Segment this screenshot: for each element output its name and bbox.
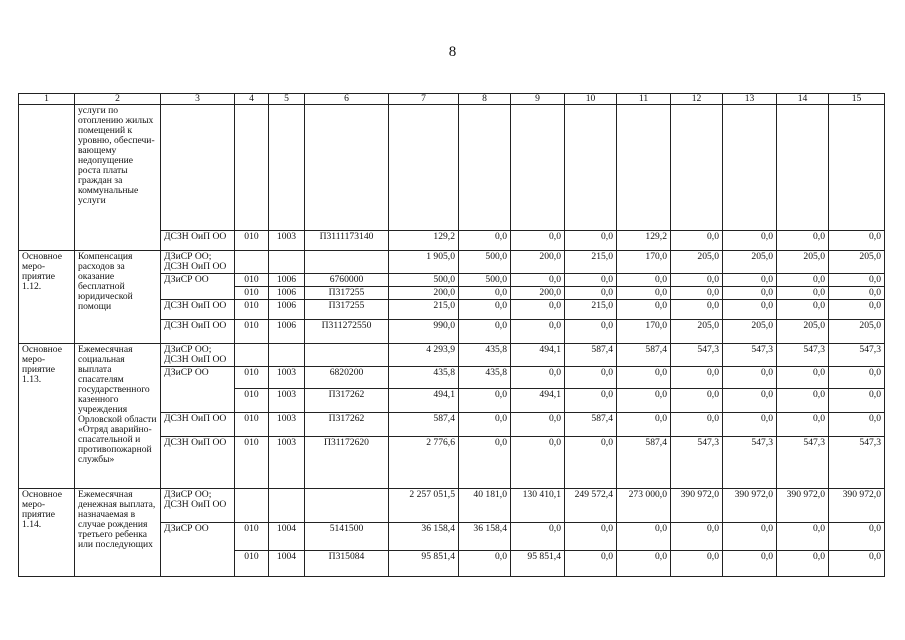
table-cell: 010	[235, 412, 269, 436]
table-cell: услуги по отоплению жилых помещений к уровню, обеспечи-вающему недопущение роста платы граждан за коммунальные услуги	[75, 105, 161, 251]
table-cell	[19, 105, 75, 251]
table-cell: 435,8	[389, 366, 459, 388]
table-cell: 547,3	[777, 436, 829, 488]
table-cell: 1006	[269, 286, 305, 299]
table-cell: 547,3	[829, 343, 885, 366]
table-cell: 0,0	[617, 286, 671, 299]
table-cell: 0,0	[617, 550, 671, 576]
table-cell: Ежемесячная социальная выплата спасателям государственного казенного учреждения Орловской области «Отряд аварийно-спасательной и противопожарной службы»	[75, 343, 161, 488]
column-number-cell: 4	[235, 94, 269, 105]
table-cell: 0,0	[617, 522, 671, 550]
table-cell: 010	[235, 286, 269, 299]
table-cell: 1004	[269, 522, 305, 550]
table-cell: 587,4	[389, 412, 459, 436]
table-cell: 0,0	[671, 388, 723, 412]
table-cell: 205,0	[671, 319, 723, 343]
table-cell: 0,0	[459, 550, 511, 576]
table-cell: 500,0	[389, 273, 459, 286]
column-number-cell: 8	[459, 94, 511, 105]
table-cell	[671, 105, 723, 231]
table-cell: П317255	[305, 299, 389, 319]
table-cell: 390 972,0	[777, 488, 829, 522]
table-cell: 95 851,4	[511, 550, 565, 576]
table-row	[19, 488, 885, 522]
table-cell: 0,0	[671, 366, 723, 388]
table-cell: 0,0	[511, 299, 565, 319]
table-cell: 0,0	[671, 522, 723, 550]
table-cell: 0,0	[671, 299, 723, 319]
table-cell: 0,0	[829, 550, 885, 576]
table-cell: 0,0	[565, 231, 617, 251]
table-cell	[305, 343, 389, 366]
table-cell: 010	[235, 366, 269, 388]
table-cell: 0,0	[565, 522, 617, 550]
table-cell: 0,0	[777, 522, 829, 550]
table-cell: 0,0	[617, 299, 671, 319]
table-cell: 0,0	[511, 436, 565, 488]
table-cell	[829, 105, 885, 231]
table-cell: 0,0	[723, 412, 777, 436]
table-cell: 0,0	[829, 522, 885, 550]
table-cell: 010	[235, 388, 269, 412]
table-cell: 547,3	[671, 343, 723, 366]
table-cell: 5141500	[305, 522, 389, 550]
table-cell: 0,0	[511, 231, 565, 251]
table-cell: 36 158,4	[459, 522, 511, 550]
table-cell: П311272550	[305, 319, 389, 343]
table-cell: Компенсация расходов за оказание бесплатной юридической помощи	[75, 251, 161, 344]
table-cell: 205,0	[829, 251, 885, 274]
column-number-cell: 13	[723, 94, 777, 105]
table-cell: 435,8	[459, 343, 511, 366]
table-cell: 215,0	[389, 299, 459, 319]
table-row	[19, 343, 885, 366]
table-cell: ДСЗН ОиП ОО	[161, 231, 235, 251]
column-number-cell: 3	[161, 94, 235, 105]
table-cell	[235, 105, 269, 231]
table-cell: 200,0	[511, 251, 565, 274]
table-cell: 0,0	[617, 366, 671, 388]
table-cell: 0,0	[565, 388, 617, 412]
table-cell: ДСЗН ОиП ОО	[161, 436, 235, 488]
table-cell: 990,0	[389, 319, 459, 343]
table-cell: 010	[235, 436, 269, 488]
table-cell: 2 776,6	[389, 436, 459, 488]
table-cell: 1004	[269, 550, 305, 576]
table-cell: 390 972,0	[723, 488, 777, 522]
table-cell: 0,0	[565, 286, 617, 299]
table-cell: 547,3	[829, 436, 885, 488]
table-cell: ДСЗН ОиП ОО	[161, 412, 235, 436]
table-cell: 1006	[269, 319, 305, 343]
table-cell: 010	[235, 319, 269, 343]
table-cell: 0,0	[671, 273, 723, 286]
table-cell: 2 257 051,5	[389, 488, 459, 522]
table-cell: 0,0	[565, 366, 617, 388]
table-cell: 273 000,0	[617, 488, 671, 522]
table-cell: 0,0	[511, 412, 565, 436]
column-number-cell: 2	[75, 94, 161, 105]
column-number-cell: 11	[617, 94, 671, 105]
table-cell: ДЗиСР ОО; ДСЗН ОиП ОО	[161, 343, 235, 366]
table-cell	[617, 105, 671, 231]
table-cell: 215,0	[565, 299, 617, 319]
table-cell: 0,0	[565, 273, 617, 286]
table-cell: 010	[235, 299, 269, 319]
column-number-row	[19, 94, 885, 105]
table-cell: 0,0	[777, 412, 829, 436]
table-cell: П3111173140	[305, 231, 389, 251]
table-cell: 0,0	[777, 388, 829, 412]
table-cell: 587,4	[565, 343, 617, 366]
table-cell: 0,0	[777, 550, 829, 576]
table-cell: 0,0	[723, 388, 777, 412]
table-cell: Основное меро-приятие 1.12.	[19, 251, 75, 344]
table-cell: 010	[235, 231, 269, 251]
table-cell: 0,0	[777, 366, 829, 388]
table-cell: П317262	[305, 412, 389, 436]
table-cell: 390 972,0	[671, 488, 723, 522]
table-cell: 205,0	[777, 319, 829, 343]
table-cell	[269, 488, 305, 522]
table-cell: 205,0	[671, 251, 723, 274]
table-cell: 40 181,0	[459, 488, 511, 522]
table-cell	[161, 105, 235, 231]
table-cell: 129,2	[389, 231, 459, 251]
table-cell: 249 572,4	[565, 488, 617, 522]
table-cell: 0,0	[723, 286, 777, 299]
table-cell: 1003	[269, 412, 305, 436]
table-cell: 0,0	[723, 273, 777, 286]
table-cell: 6760000	[305, 273, 389, 286]
table-cell: ДЗиСР ОО; ДСЗН ОиП ОО	[161, 251, 235, 274]
table-cell	[511, 105, 565, 231]
table-cell: 010	[235, 550, 269, 576]
table-cell: ДЗиСР ОО	[161, 366, 235, 412]
table-cell	[305, 251, 389, 274]
table-cell: 0,0	[565, 436, 617, 488]
table-cell: 36 158,4	[389, 522, 459, 550]
column-number-cell: 14	[777, 94, 829, 105]
table-row	[19, 105, 885, 231]
table-cell: 200,0	[511, 286, 565, 299]
table-cell: 587,4	[617, 343, 671, 366]
table-cell: 0,0	[829, 412, 885, 436]
table-cell	[777, 105, 829, 231]
table-cell: 1006	[269, 273, 305, 286]
budget-table	[18, 93, 885, 577]
table-cell: 0,0	[565, 319, 617, 343]
table-cell: 215,0	[565, 251, 617, 274]
table-cell: 1003	[269, 231, 305, 251]
column-number-cell: 12	[671, 94, 723, 105]
table-row	[19, 251, 885, 274]
table-cell: 0,0	[617, 273, 671, 286]
table-cell: Основное меро-приятие 1.14.	[19, 488, 75, 576]
column-number-cell: 6	[305, 94, 389, 105]
table-cell: 1 905,0	[389, 251, 459, 274]
table-cell	[723, 105, 777, 231]
table-cell: 0,0	[459, 436, 511, 488]
table-cell: 0,0	[459, 231, 511, 251]
table-cell: 010	[235, 522, 269, 550]
table-cell: 587,4	[565, 412, 617, 436]
table-cell: 170,0	[617, 319, 671, 343]
table-cell: 0,0	[777, 299, 829, 319]
table-cell: 0,0	[671, 550, 723, 576]
table-body	[19, 94, 885, 577]
table-cell: 0,0	[829, 286, 885, 299]
table-cell: ДЗиСР ОО	[161, 273, 235, 299]
table-cell: 0,0	[723, 366, 777, 388]
table-cell: 0,0	[671, 412, 723, 436]
table-cell: 205,0	[777, 251, 829, 274]
table-cell: Основное меро-приятие 1.13.	[19, 343, 75, 488]
table-cell	[235, 488, 269, 522]
table-cell: 0,0	[511, 522, 565, 550]
table-cell: 129,2	[617, 231, 671, 251]
table-cell: П317262	[305, 388, 389, 412]
table-cell: 0,0	[459, 319, 511, 343]
table-cell: 130 410,1	[511, 488, 565, 522]
column-number-cell: 5	[269, 94, 305, 105]
table-cell: 587,4	[617, 436, 671, 488]
table-cell: 200,0	[389, 286, 459, 299]
table-cell: 0,0	[617, 412, 671, 436]
table-cell	[269, 343, 305, 366]
table-cell: ДЗиСР ОО; ДСЗН ОиП ОО	[161, 488, 235, 522]
table-cell: 0,0	[829, 388, 885, 412]
table-cell: 494,1	[389, 388, 459, 412]
table-cell: 0,0	[777, 273, 829, 286]
table-cell: 0,0	[829, 366, 885, 388]
table-cell: ДСЗН ОиП ОО	[161, 319, 235, 343]
table-cell: ДСЗН ОиП ОО	[161, 299, 235, 319]
table-cell: Ежемесячная денежная выплата, назначаемая в случае рождения третьего ребенка или последующих	[75, 488, 161, 576]
table-cell: 0,0	[723, 231, 777, 251]
table-cell: 494,1	[511, 343, 565, 366]
table-cell	[235, 251, 269, 274]
table-cell: 6820200	[305, 366, 389, 388]
table-cell: ДЗиСР ОО	[161, 522, 235, 576]
table-cell: 547,3	[723, 343, 777, 366]
table-cell: 0,0	[777, 286, 829, 299]
table-cell: 547,3	[723, 436, 777, 488]
table-cell	[305, 488, 389, 522]
table-cell: 500,0	[459, 273, 511, 286]
table-cell: 0,0	[723, 522, 777, 550]
table-cell: 170,0	[617, 251, 671, 274]
column-number-cell: 10	[565, 94, 617, 105]
table-cell: П315084	[305, 550, 389, 576]
table-cell: 0,0	[459, 388, 511, 412]
table-cell: 0,0	[671, 286, 723, 299]
column-number-cell: 1	[19, 94, 75, 105]
table-cell	[235, 343, 269, 366]
table-cell: 547,3	[671, 436, 723, 488]
table-cell: 494,1	[511, 388, 565, 412]
column-number-cell: 15	[829, 94, 885, 105]
table-cell	[305, 105, 389, 231]
table-cell: 0,0	[459, 299, 511, 319]
table-cell: П317255	[305, 286, 389, 299]
table-cell: 435,8	[459, 366, 511, 388]
table-cell: 0,0	[459, 286, 511, 299]
table-cell: 205,0	[829, 319, 885, 343]
table-cell: 500,0	[459, 251, 511, 274]
table-cell	[269, 251, 305, 274]
table-cell: 4 293,9	[389, 343, 459, 366]
table-cell: 0,0	[671, 231, 723, 251]
page-number: 8	[448, 44, 457, 60]
table-cell: 0,0	[777, 231, 829, 251]
table-cell	[389, 105, 459, 231]
table-cell: 390 972,0	[829, 488, 885, 522]
table-cell: 205,0	[723, 319, 777, 343]
table-cell: 205,0	[723, 251, 777, 274]
table-cell: 0,0	[723, 299, 777, 319]
table-cell: 547,3	[777, 343, 829, 366]
table-cell: 1003	[269, 366, 305, 388]
table-cell: 010	[235, 273, 269, 286]
table-cell: 0,0	[829, 231, 885, 251]
table-cell	[459, 105, 511, 231]
table-cell: 0,0	[829, 299, 885, 319]
column-number-cell: 9	[511, 94, 565, 105]
table-cell	[565, 105, 617, 231]
table-cell: 0,0	[511, 319, 565, 343]
table-cell: 0,0	[459, 412, 511, 436]
table-cell: 1003	[269, 388, 305, 412]
table-cell: 0,0	[511, 273, 565, 286]
table-cell: 0,0	[723, 550, 777, 576]
table-cell: 95 851,4	[389, 550, 459, 576]
table-cell: 1003	[269, 436, 305, 488]
column-number-cell: 7	[389, 94, 459, 105]
table-cell: 0,0	[829, 273, 885, 286]
table-cell: 1006	[269, 299, 305, 319]
table-cell: П31172620	[305, 436, 389, 488]
table-cell	[269, 105, 305, 231]
table-cell: 0,0	[565, 550, 617, 576]
table-cell: 0,0	[617, 388, 671, 412]
table-cell: 0,0	[511, 366, 565, 388]
